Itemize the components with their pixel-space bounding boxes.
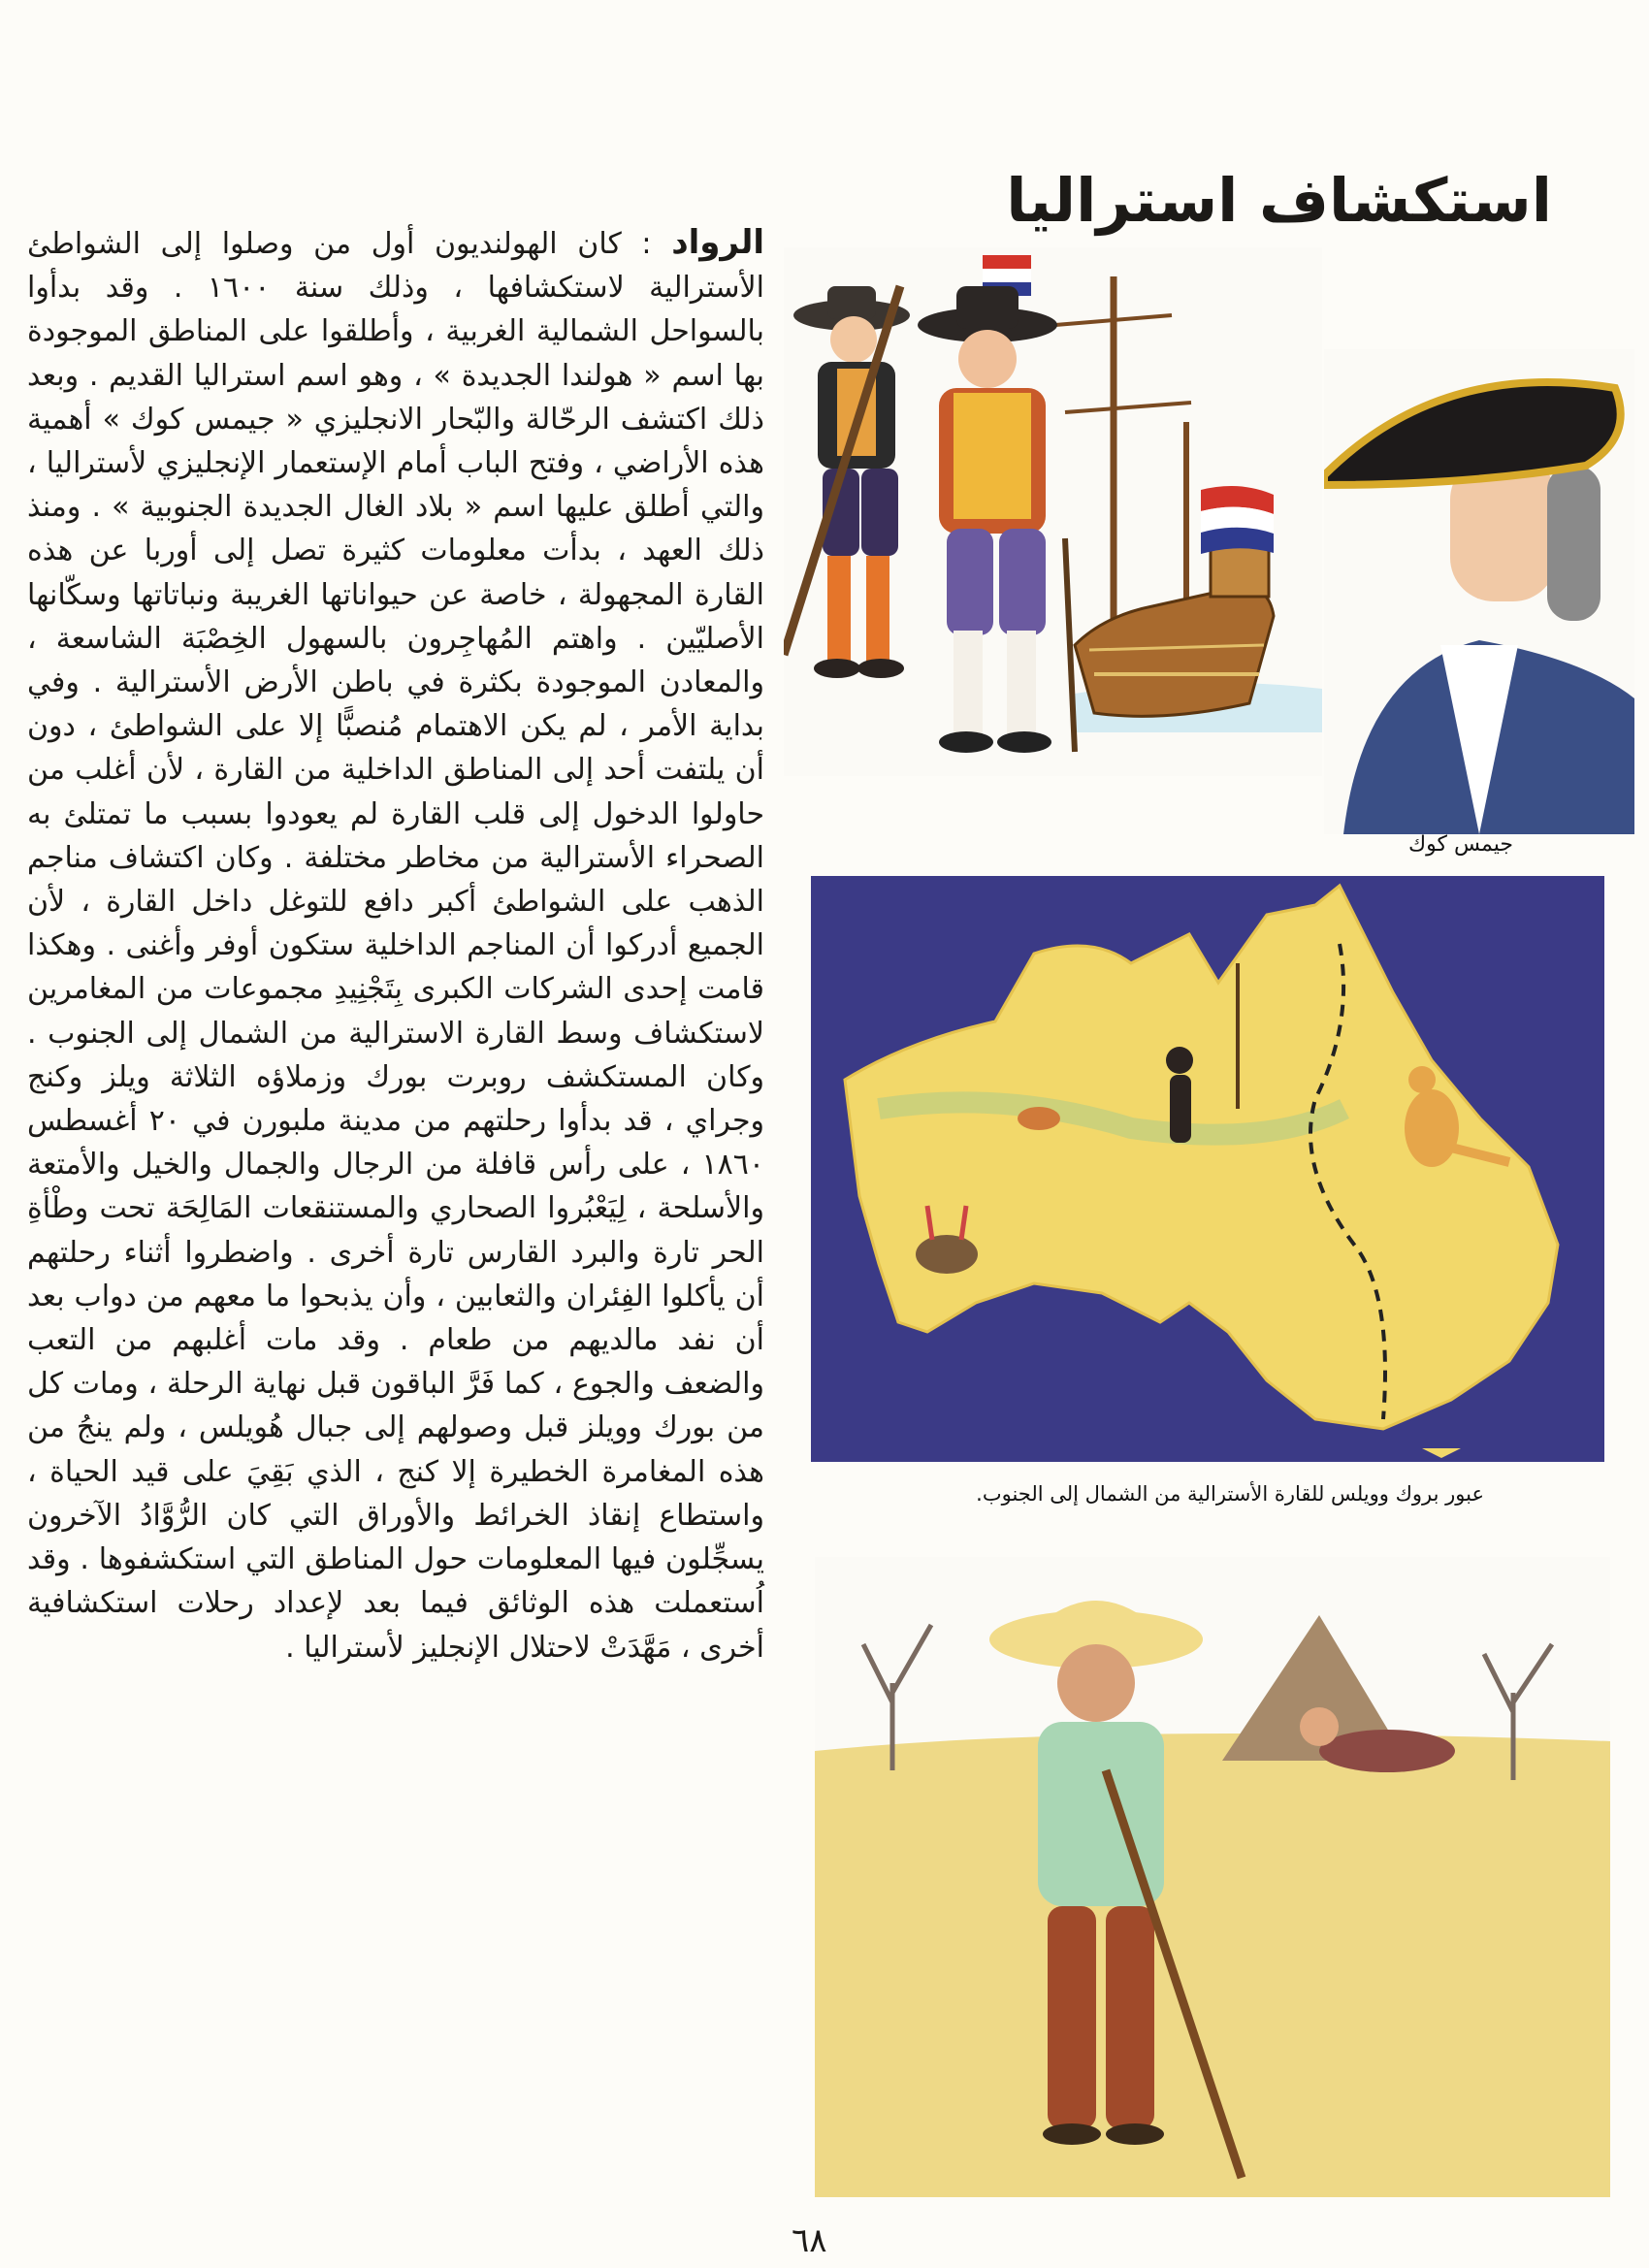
lead-word: الرواد — [671, 223, 764, 262]
page-number: ٦٨ — [792, 2221, 827, 2260]
article-text: : كان الهولنديون أول من وصلوا إلى الشواطئ الأسترالية لاستكشافها ، وذلك سنة ١٦٠٠ . وقد بدأوا بالسواحل الشمالية الغربية ، وأطلقوا على المناطق الموجودة بها اسم « هولندا الجديدة » ، وهو اسم استراليا القديم . وبعد ذلك اكتشف الرحّالة والبّحار الانجليزي « جيمس كوك » أهمية هذه الأراضي ، وفتح الباب أمام الإستعمار الإنجليزي لأستراليا ، والتي أطلق عليها اسم « بلاد الغال الجديدة الجنوبية » . ومنذ ذلك العهد ، بدأت معلومات كثيرة تصل إلى أوربا عن هذه القارة المجهولة ، خاصة عن حيواناتها الغريبة ونباتاتها وسكّانها الأصليّين . واهتم المُهاجِرون بالسهول الخِصْبَة الشاسعة ، والمعادن الموجودة بكثرة في باطن الأرض الأسترالية . وفي بداية الأمر ، لم يكن الاهتمام مُنصبًّا إلا على الشواطئ ، دون أن يلتفت أحد إلى المناطق الداخلية من القارة ، لأن أغلب من حاولوا الدخول إلى قلب القارة لم يعودوا بسبب ما تمتلئ به الصحراء الأسترالية من مخاطر مختلفة . وكان اكتشاف مناجم الذهب على الشواطئ أكبر دافع للتوغل داخل القارة ، لأن الجميع أدركوا أن المناجم الداخلية ستكون أوفر وأغنى . وهكذا قامت إحدى الشركات الكبرى بِتَجْنِيدِ مجموعات من المغامرين لاستكشاف وسط القارة الاسترالية من الشمال إلى الجنوب . وكان المستكشف روبرت بورك وزملاؤه الثلاثة ويلز وكنج وجراي ، قد بدأوا رحلتهم من مدينة ملبورن في ٢٠ أغسطس ١٨٦٠ ، على رأس قافلة من الرجال والجمال والخيل والأمتعة والأسلحة ، لِيَعْبُروا الصحاري والمستنقعات المَالِحَة تحت وطْأةِ الحر تارة والبرد القارس تارة أخرى . واضطروا أثناء رحلتهم أن يأكلوا الفِئران والثعابين ، وأن يذبحوا ما معهم من دواب بعد أن نفد مالديهم من طعام . وقد مات أغلبهم من التعب والضعف والجوع ، كما فَرَّ الباقون قبل نهاية الرحلة ، ومات كل من بورك وويلز قبل وصولهم إلى جبال هُويلس ، ولم ينجُ من هذه المغامرة الخطيرة إلا كنج ، الذي بَقِيَ على قيد الحياة ، واستطاع إنقاذ الخرائط والأوراق التي كان الرُّوَّادُ الآخرون يسجِّلون فيها المعلومات حول المناطق التي استكشفوها . وقد اُستعملت هذه الوثائق فيما بعد لإعداد رحلات استكشافية أخرى ، مَهَّدَتْ لاحتلال الإنجليز لأستراليا . — [27, 227, 765, 1665]
dutch-explorers-illustration — [784, 247, 1322, 776]
australia-crossing-map — [811, 876, 1604, 1462]
article-body — [27, 221, 764, 1669]
caption-james-cook: جيمس كوك — [1408, 832, 1513, 857]
page-title: استكشاف استراليا — [1006, 165, 1552, 236]
small-animal — [1018, 1107, 1060, 1130]
desert-explorers-illustration — [815, 1557, 1610, 2197]
caption-map: عبور بروك وويلس للقارة الأسترالية من الشمال إلى الجنوب. — [976, 1482, 1484, 1506]
dutch-flag-stern — [1201, 486, 1274, 554]
james-cook-portrait — [1324, 349, 1634, 834]
